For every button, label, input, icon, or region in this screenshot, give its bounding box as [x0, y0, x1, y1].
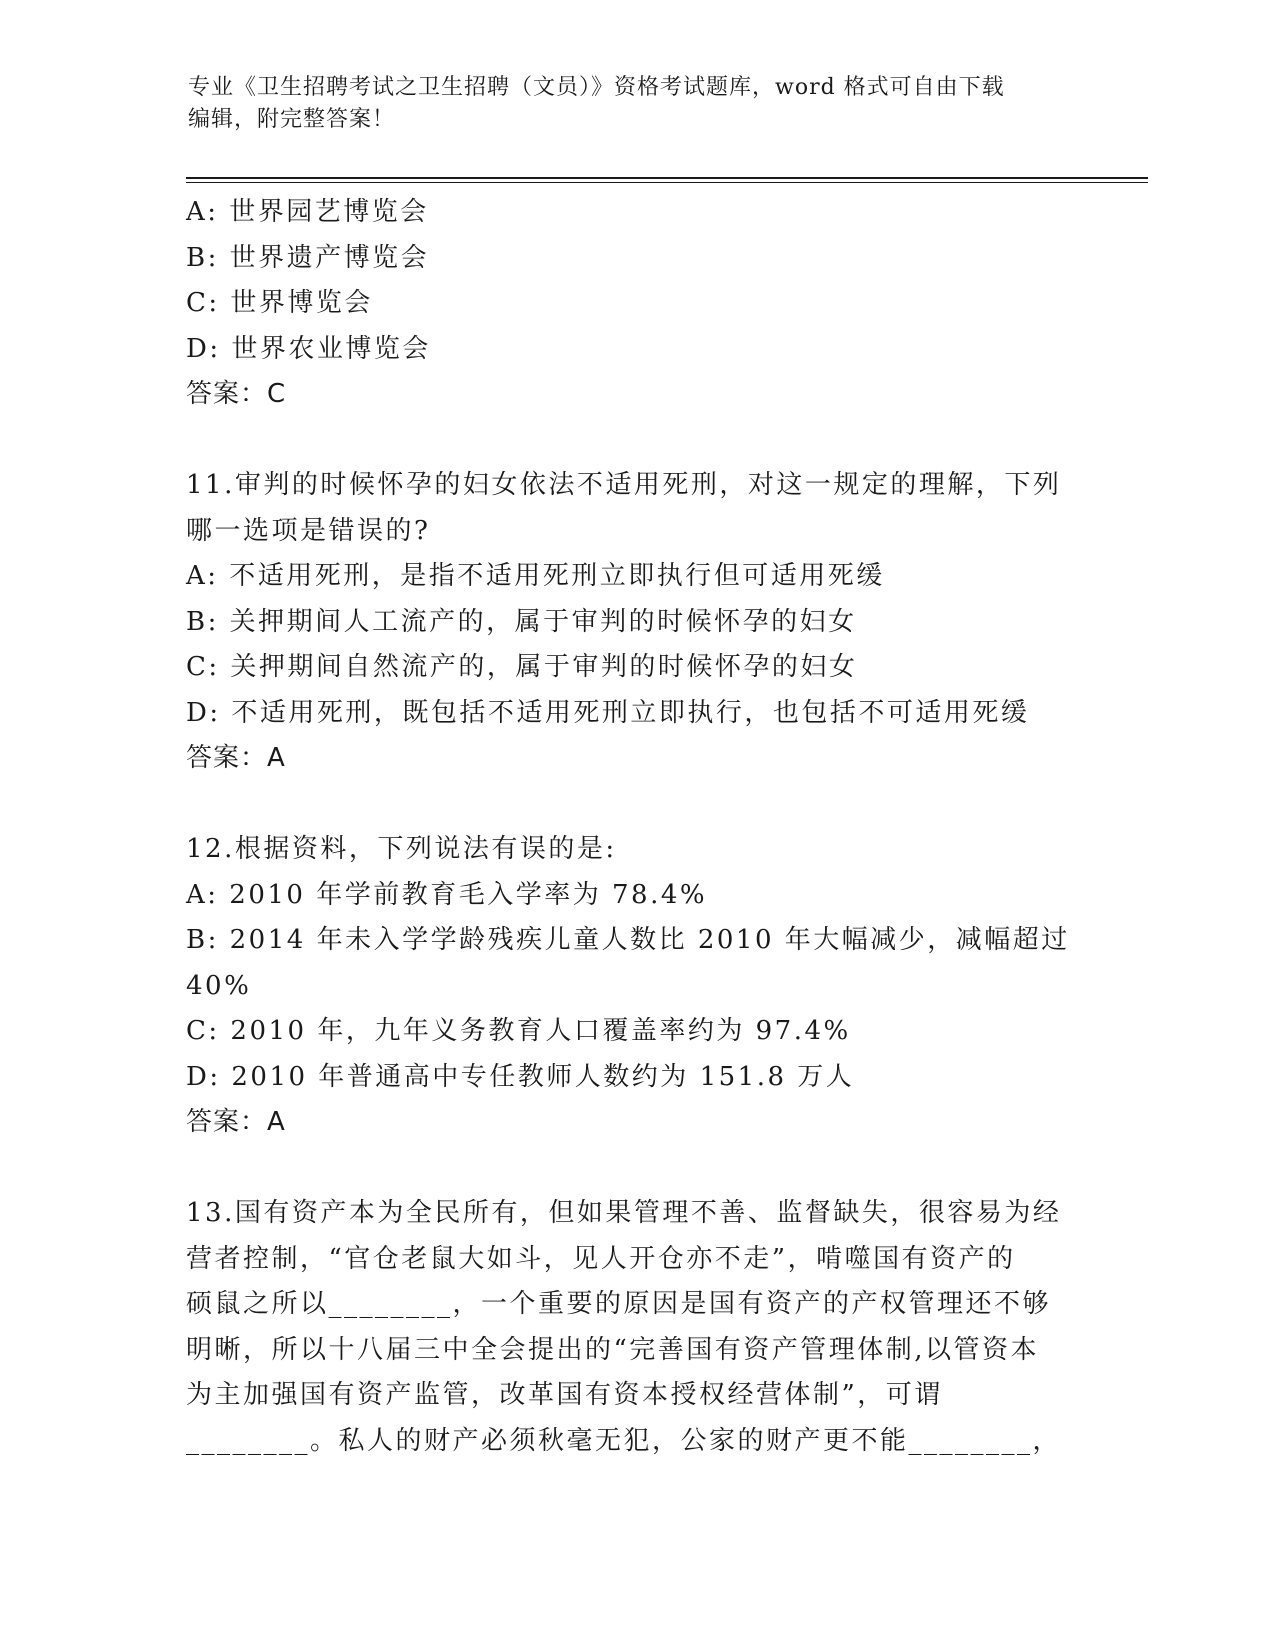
option-c: C: 世界博览会: [186, 288, 373, 318]
question-text-line: 明晰，所以十八届三中全会提出的“完善国有资产管理体制,以管资本: [186, 1334, 1040, 1365]
question-text-line: 13.国有资产本为全民所有，但如果管理不善、监督缺失，很容易为经: [186, 1198, 1062, 1228]
header-line-1: 专业《卫生招聘考试之卫生招聘（文员）》资格考试题库，word 格式可自由下载: [188, 75, 1005, 100]
question-text-line: 11.审判的时候怀孕的妇女依法不适用死刑，对这一规定的理解，下列: [186, 470, 1062, 500]
question-block-11: [186, 463, 1086, 782]
option-b: B: 2014 年未入学学龄残疾儿童人数比 2010 年大幅减少，减幅超过: [186, 925, 1070, 955]
option-a: A: 世界园艺博览会: [186, 197, 429, 227]
answer-line: 答案：A: [186, 1107, 286, 1137]
option-a: A: 不适用死刑，是指不适用死刑立即执行但可适用死缓: [186, 561, 885, 591]
option-d: D: 2010 年普通高中专任教师人数约为 151.8 万人: [186, 1061, 855, 1092]
option-b-continued: 40%: [186, 970, 252, 1001]
option-c: C: 2010 年，九年义务教育人口覆盖率约为 97.4%: [186, 1016, 851, 1046]
option-d: D: 世界农业博览会: [186, 333, 431, 364]
option-d: D: 不适用死刑，既包括不适用死刑立即执行，也包括不可适用死缓: [186, 697, 1030, 728]
question-text-line: 为主加强国有资产监管，改革国有资本授权经营体制”，可谓: [186, 1380, 943, 1410]
question-block-12: [186, 827, 1086, 1146]
option-a: A: 2010 年学前教育毛入学率为 78.4%: [186, 879, 708, 910]
spacer: [186, 1146, 1086, 1192]
question-block-prev: [186, 190, 1086, 418]
question-text-line: ________。私人的财产必须秋毫无犯，公家的财产更不能________，: [186, 1425, 1062, 1456]
question-text-line: 哪一选项是错误的?: [186, 515, 431, 546]
answer-line: 答案：A: [186, 743, 286, 773]
question-text-line: 营者控制，“官仓老鼠大如斗，见人开仓亦不走”，啃噬国有资产的: [186, 1243, 1016, 1274]
question-text-line: 硕鼠之所以________，一个重要的原因是国有资产的产权管理还不够: [186, 1289, 1052, 1319]
header-divider-thin: [186, 182, 1148, 183]
question-block-13: [186, 1191, 1086, 1464]
option-b: B: 关押期间人工流产的，属于审判的时候怀孕的妇女: [186, 606, 857, 637]
answer-line: 答案：C: [186, 379, 287, 409]
spacer: [186, 782, 1086, 828]
question-list: [186, 190, 1086, 1464]
spacer: [186, 418, 1086, 464]
page-header: [188, 72, 1068, 136]
option-c: C: 关押期间自然流产的，属于审判的时候怀孕的妇女: [186, 652, 858, 682]
question-text-line: 12.根据资料，下列说法有误的是:: [186, 834, 617, 864]
header-divider-thick: [186, 177, 1148, 179]
option-b: B: 世界遗产博览会: [186, 242, 430, 273]
header-line-2: 编辑，附完整答案！: [188, 107, 396, 132]
